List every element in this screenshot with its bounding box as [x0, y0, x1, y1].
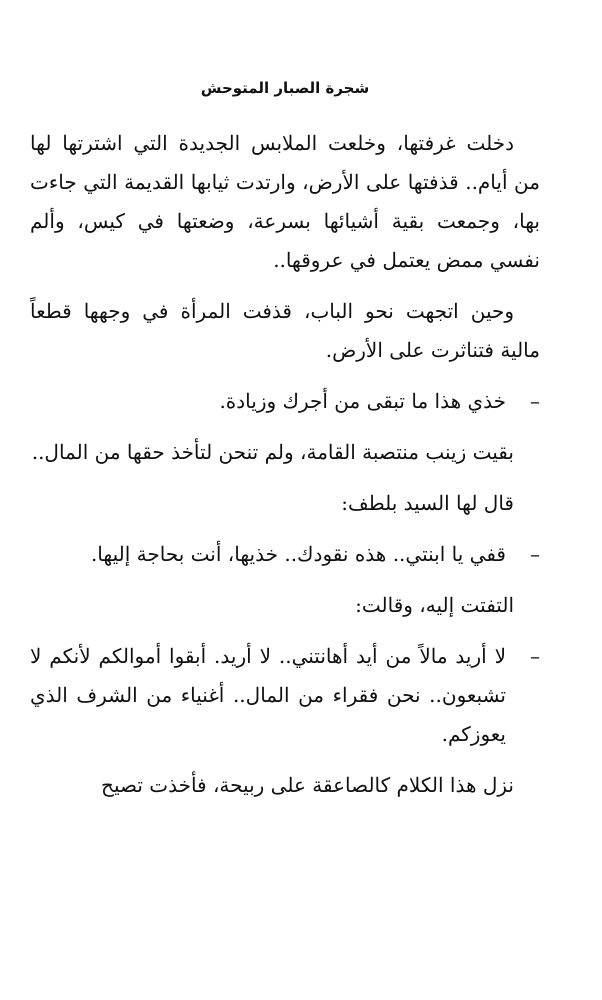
paragraph: بقيت زينب منتصبة القامة، ولم تنحن لتأخذ حقها من المال.. — [31, 440, 514, 464]
paragraph: قال لها السيد بلطف: — [341, 491, 514, 515]
paragraph: نزل هذا الكلام كالصاعقة على ربيحة، فأخذت تصيح — [101, 773, 514, 797]
dialogue-line — [30, 535, 540, 574]
chapter-title: شجرة الصبار المتوحش — [200, 79, 370, 97]
dialogue-text: خذي هذا ما تبقى من أجرك وزيادة. — [219, 389, 506, 413]
paragraph: وحين اتجهت نحو الباب، قذفت المرأة في وجهها قطعاً مالية فتناثرت على الأرض. — [30, 299, 540, 362]
paragraph: التفتت إليه، وقالت: — [355, 593, 514, 617]
paragraph: دخلت غرفتها، وخلعت الملابس الجديدة التي اشترتها لها من أيام.. قذفتها على الأرض، وارتدت ثيابها القديمة التي جاءت بها، وجمعت بقية أشيائها بسرعة، وضعتها في كيس، وألم نفسي ممض يعتمل في عروقها.. — [30, 131, 540, 272]
dialogue-dash: – — [530, 389, 540, 413]
dialogue-line — [30, 637, 540, 754]
dialogue-dash: – — [530, 542, 540, 566]
dialogue-text: لا أريد مالاً من أيد أهانتني.. لا أريد. أبقوا أموالكم لأنكم لا تشبعون.. نحن فقراء من المال.. أغنياء من الشرف الذي يعوزكم. — [30, 644, 506, 746]
dialogue-dash: – — [530, 644, 540, 668]
dialogue-text: قفي يا ابنتي.. هذه نقودك.. خذيها، أنت بحاجة إليها. — [90, 542, 506, 566]
dialogue-line — [30, 382, 540, 421]
book-page — [30, 74, 540, 817]
